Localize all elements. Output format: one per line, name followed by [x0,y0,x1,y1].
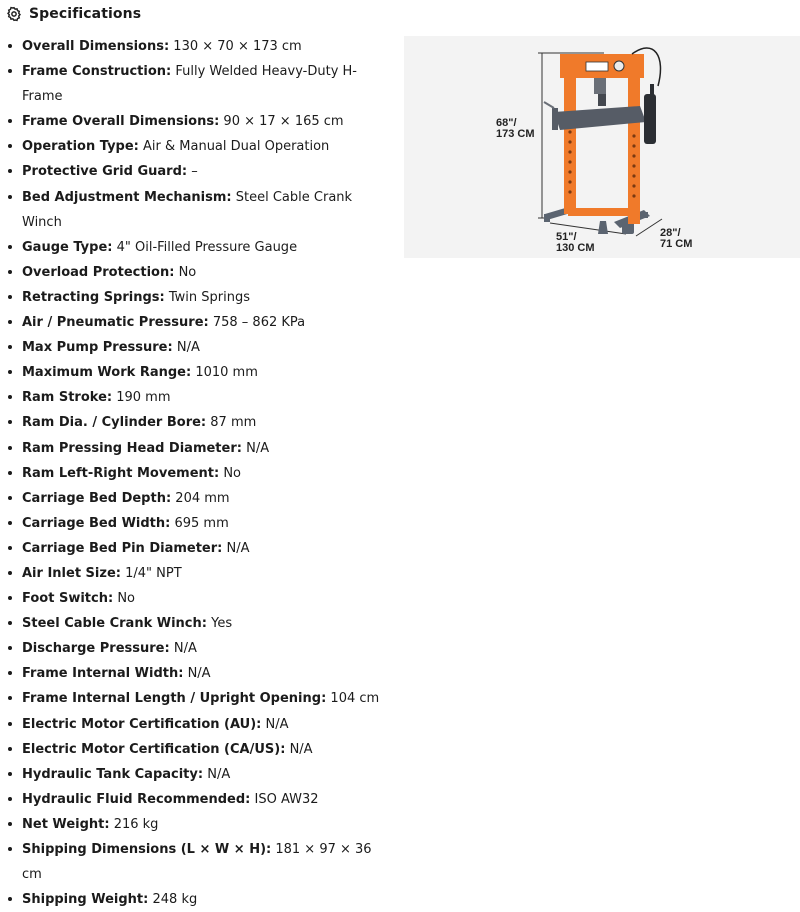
spec-label: Carriage Bed Width: [22,515,171,531]
bullet-icon [8,797,12,801]
spec-value: Air & Manual Dual Operation [143,139,330,155]
spec-label: Protective Grid Guard: [22,164,188,180]
height-label-line1: 68"/ [496,117,517,129]
spec-value: 4" Oil-Filled Pressure Gauge [116,239,298,255]
spec-value: 104 cm [330,691,380,707]
bullet-icon [8,169,12,173]
spec-item [0,511,390,536]
bullet-icon [8,596,12,600]
spec-label: Overload Protection: [22,264,175,280]
spec-label: Electric Motor Certification (AU): [22,716,262,732]
spec-value: N/A [226,540,250,556]
spec-value: No [117,591,135,607]
spec-value: 695 mm [174,515,229,531]
spec-value: N/A [246,440,270,456]
bullet-icon [8,44,12,48]
spec-value: 181 × 97 × 36 cm [22,842,372,883]
product-image [404,36,800,258]
spec-label: Ram Left-Right Movement: [22,465,220,481]
bullet-icon [8,772,12,776]
spec-label: Electric Motor Certification (CA/US): [22,741,286,757]
bullet-icon [8,195,12,199]
spec-value: 90 × 17 × 165 cm [223,114,344,130]
spec-label: Shipping Weight: [22,892,149,908]
spec-value: Steel Cable Crank Winch [22,189,353,230]
bullet-icon [8,747,12,751]
spec-item [0,887,390,912]
bullet-icon [8,345,12,349]
spec-value: – [191,164,198,180]
spec-value: 87 mm [210,415,257,431]
height-label-line2: 173 CM [496,128,535,140]
bullet-icon [8,521,12,525]
depth-label-line1: 28"/ [660,227,681,239]
bullet-icon [8,144,12,148]
spec-label: Steel Cable Crank Winch: [22,616,207,632]
bullet-icon [8,370,12,374]
spec-item [0,737,390,762]
spec-label: Bed Adjustment Mechanism: [22,189,232,205]
spec-item [0,461,390,486]
spec-value: N/A [265,716,289,732]
depth-dimension-label [660,228,692,250]
spec-label: Ram Pressing Head Diameter: [22,440,242,456]
spec-value: No [223,465,242,481]
spec-label: Ram Dia. / Cylinder Bore: [22,415,207,431]
spec-item [0,109,390,134]
spec-item [0,661,390,686]
spec-item [0,837,390,887]
spec-item [0,134,390,159]
spec-value: Fully Welded Heavy-Duty H-Frame [22,64,357,105]
spec-item [0,611,390,636]
spec-item [0,260,390,285]
spec-value: 758 – 862 KPa [212,315,306,331]
spec-label: Carriage Bed Pin Diameter: [22,540,223,556]
spec-value: Twin Springs [168,289,251,305]
bullet-icon [8,897,12,901]
bullet-icon [8,395,12,399]
spec-label: Air / Pneumatic Pressure: [22,315,209,331]
spec-item [0,536,390,561]
spec-value: N/A [187,666,211,682]
spec-label: Operation Type: [22,139,139,155]
width-label-line2: 130 CM [556,242,595,254]
spec-item [0,436,390,461]
spec-item [0,586,390,611]
spec-label: Overall Dimensions: [22,39,170,54]
gear-icon [6,6,22,22]
spec-label: Hydraulic Fluid Recommended: [22,791,251,807]
spec-item [0,360,390,385]
spec-value: No [178,264,197,280]
bullet-icon [8,496,12,500]
spec-value: Yes [211,616,233,632]
spec-value: 204 mm [175,490,230,506]
spec-label: Foot Switch: [22,591,114,607]
spec-item [0,59,390,109]
spec-value: 130 × 70 × 173 cm [173,39,302,54]
bullet-icon [8,320,12,324]
spec-label: Net Weight: [22,816,110,832]
spec-label: Frame Construction: [22,64,172,80]
spec-item [0,686,390,711]
spec-value: 1010 mm [195,365,258,381]
spec-label: Ram Stroke: [22,390,113,406]
bullet-icon [8,446,12,450]
spec-value: N/A [207,766,231,782]
spec-value: 248 kg [152,892,198,908]
bullet-icon [8,621,12,625]
spec-label: Shipping Dimensions (L × W × H): [22,842,272,857]
spec-value: N/A [289,741,313,757]
bullet-icon [8,571,12,575]
spec-item [0,159,390,184]
spec-item [0,310,390,335]
depth-label-line2: 71 CM [660,238,693,250]
spec-item [0,812,390,837]
spec-item [0,410,390,435]
bullet-icon [8,722,12,726]
height-dimension-label [496,118,535,140]
spec-value: 190 mm [116,390,171,406]
bullet-icon [8,295,12,299]
spec-item [0,762,390,787]
spec-label: Carriage Bed Depth: [22,490,172,506]
hydraulic-press-illustration [404,36,800,258]
bullet-icon [8,270,12,274]
spec-list [0,34,390,912]
width-dimension-label [556,232,595,254]
bullet-icon [8,847,12,851]
spec-label: Retracting Springs: [22,289,165,305]
bullet-icon [8,420,12,424]
spec-item [0,335,390,360]
spec-label: Air Inlet Size: [22,565,121,581]
spec-item [0,636,390,661]
bullet-icon [8,119,12,123]
spec-item [0,385,390,410]
spec-value: N/A [176,340,200,356]
spec-label: Maximum Work Range: [22,365,192,381]
spec-label: Frame Internal Length / Upright Opening: [22,691,327,707]
spec-value: N/A [173,641,197,657]
bullet-icon [8,471,12,475]
spec-item [0,185,390,235]
spec-value: 216 kg [113,816,159,832]
spec-item [0,285,390,310]
spec-item [0,561,390,586]
spec-label: Hydraulic Tank Capacity: [22,766,204,782]
section-title: Specifications [29,6,142,22]
spec-label: Gauge Type: [22,239,113,255]
spec-item [0,712,390,737]
spec-item [0,486,390,511]
spec-value: 1/4" NPT [125,565,182,581]
width-label-line1: 51"/ [556,231,577,243]
bullet-icon [8,546,12,550]
spec-label: Discharge Pressure: [22,641,170,657]
spec-label: Max Pump Pressure: [22,340,173,356]
bullet-icon [8,69,12,73]
spec-item [0,787,390,812]
bullet-icon [8,646,12,650]
bullet-icon [8,671,12,675]
bullet-icon [8,822,12,826]
bullet-icon [8,245,12,249]
section-header [6,2,141,26]
spec-value: ISO AW32 [254,791,319,807]
spec-item [0,235,390,260]
bullet-icon [8,696,12,700]
spec-label: Frame Internal Width: [22,666,184,682]
spec-item [0,34,390,59]
spec-label: Frame Overall Dimensions: [22,114,220,130]
